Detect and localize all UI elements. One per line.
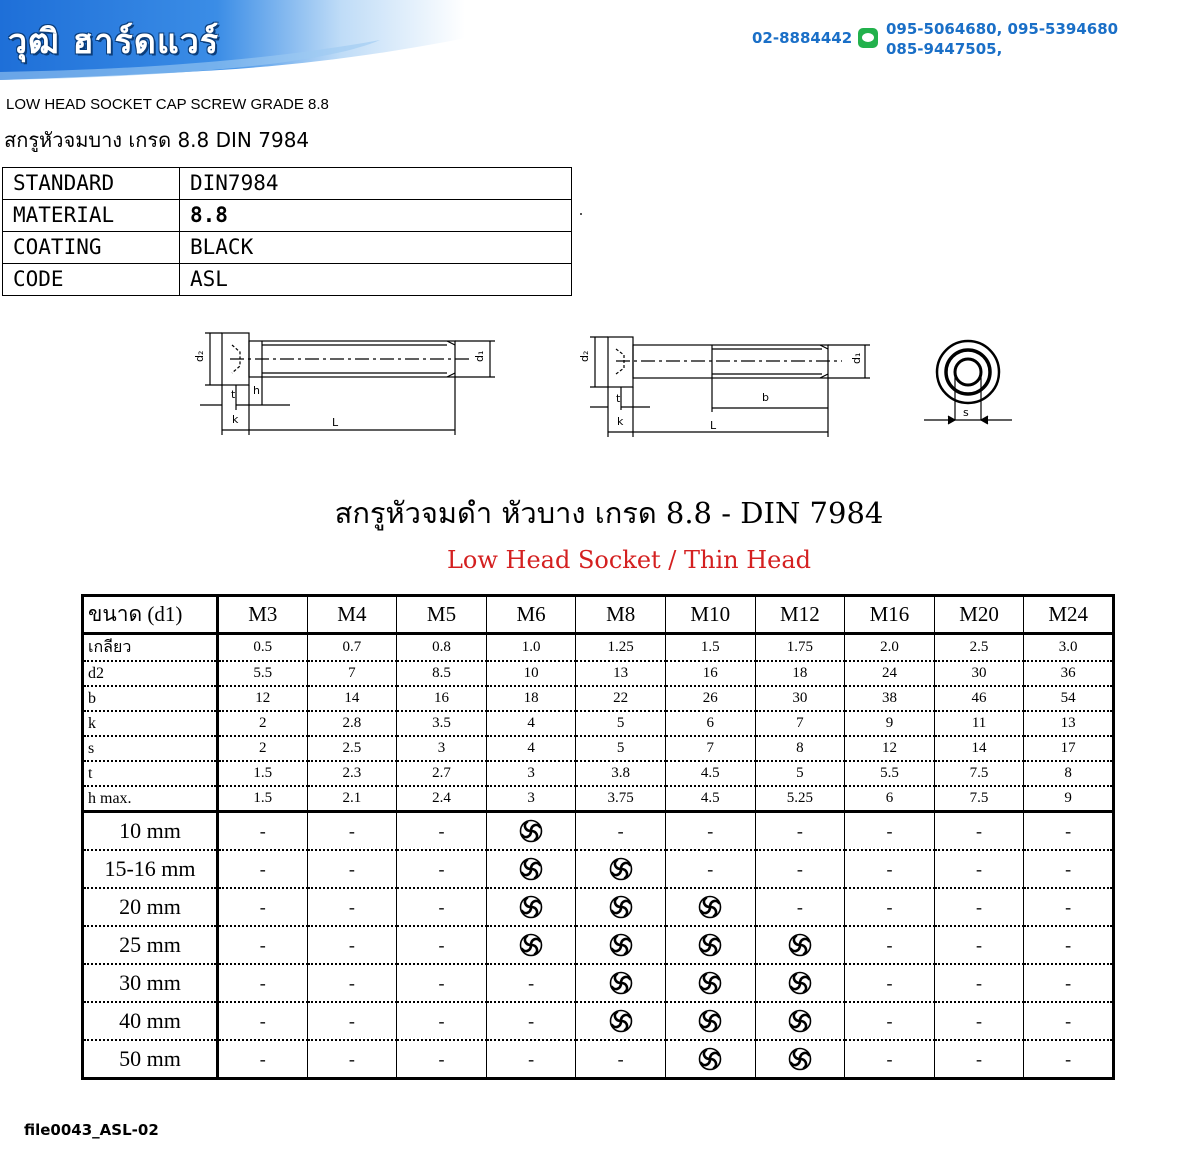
- label-L-2: L: [710, 419, 717, 432]
- label-L: L: [332, 416, 339, 429]
- availability-cell: [576, 850, 666, 888]
- spec-value: BLACK: [180, 232, 572, 264]
- spec-value: 8.8: [180, 200, 572, 232]
- spec-cell: 54: [1024, 686, 1114, 711]
- size-col-header: M6: [486, 596, 576, 634]
- spec-cell: 13: [1024, 711, 1114, 736]
- length-label: 15-16 mm: [83, 850, 218, 888]
- spec-cell: 11: [934, 711, 1024, 736]
- spec-cell: 1.25: [576, 634, 666, 662]
- unavailable-cell: -: [218, 1002, 308, 1040]
- spec-cell: 7: [307, 661, 397, 686]
- product-subtitle: Low Head Socket / Thin Head: [446, 546, 812, 574]
- unavailable-cell: -: [307, 1002, 397, 1040]
- swirl-stock-icon: [787, 1008, 813, 1034]
- unavailable-cell: -: [218, 850, 308, 888]
- swirl-stock-icon: [697, 970, 723, 996]
- spec-data-row: [83, 786, 1114, 812]
- row-label: h max.: [83, 786, 218, 812]
- unavailable-cell: -: [934, 926, 1024, 964]
- row-label: เกลียว: [83, 634, 218, 662]
- swirl-stock-icon: [518, 818, 544, 844]
- unavailable-cell: -: [755, 812, 845, 851]
- unavailable-cell: -: [845, 850, 935, 888]
- availability-cell: [755, 964, 845, 1002]
- unavailable-cell: -: [218, 1040, 308, 1079]
- unavailable-cell: -: [1024, 850, 1114, 888]
- spec-cell: 6: [845, 786, 935, 812]
- unavailable-cell: -: [845, 1002, 935, 1040]
- size-table-body: [83, 634, 1114, 1079]
- file-id: file0043_ASL-02: [24, 1121, 159, 1139]
- spec-cell: 1.5: [218, 761, 308, 786]
- spec-data-row: [83, 661, 1114, 686]
- spec-cell: 17: [1024, 736, 1114, 761]
- availability-cell: [665, 888, 755, 926]
- availability-cell: [665, 1040, 755, 1079]
- spec-cell: 18: [486, 686, 576, 711]
- spec-cell: 2.0: [845, 634, 935, 662]
- spec-cell: 1.5: [665, 634, 755, 662]
- unavailable-cell: -: [1024, 964, 1114, 1002]
- drawing-partial-thread: [590, 337, 870, 437]
- length-row: [83, 1002, 1114, 1040]
- spec-cell: 22: [576, 686, 666, 711]
- spec-cell: 5: [755, 761, 845, 786]
- unavailable-cell: -: [576, 1040, 666, 1079]
- swirl-stock-icon: [697, 1046, 723, 1072]
- size-table: [81, 594, 1115, 1080]
- spec-data-row: [83, 736, 1114, 761]
- row-label: t: [83, 761, 218, 786]
- availability-cell: [755, 1040, 845, 1079]
- spec-cell: 3: [486, 786, 576, 812]
- size-col-header: M24: [1024, 596, 1114, 634]
- unavailable-cell: -: [934, 1040, 1024, 1079]
- spec-cell: 3: [486, 761, 576, 786]
- spec-cell: 0.7: [307, 634, 397, 662]
- spec-cell: 4.5: [665, 786, 755, 812]
- label-d2: d₂: [193, 350, 206, 362]
- unavailable-cell: -: [845, 926, 935, 964]
- label-d1: d₁: [473, 350, 486, 362]
- spec-cell: 9: [1024, 786, 1114, 812]
- spec-cell: 3.5: [397, 711, 487, 736]
- spec-cell: 2: [218, 736, 308, 761]
- length-label: 10 mm: [83, 812, 218, 851]
- length-label: 25 mm: [83, 926, 218, 964]
- swirl-stock-icon: [608, 894, 634, 920]
- availability-cell: [755, 926, 845, 964]
- length-row: [83, 812, 1114, 851]
- length-label: 40 mm: [83, 1002, 218, 1040]
- unavailable-cell: -: [486, 964, 576, 1002]
- unavailable-cell: -: [397, 812, 487, 851]
- availability-cell: [665, 964, 755, 1002]
- size-col-header: M8: [576, 596, 666, 634]
- spec-cell: 7.5: [934, 786, 1024, 812]
- size-header-label: ขนาด (d1): [83, 596, 218, 634]
- spec-key: COATING: [3, 232, 180, 264]
- unavailable-cell: -: [218, 964, 308, 1002]
- spec-cell: 5.5: [218, 661, 308, 686]
- spec-cell: 18: [755, 661, 845, 686]
- unavailable-cell: -: [934, 812, 1024, 851]
- drawing-full-thread: [200, 333, 495, 435]
- unavailable-cell: -: [845, 888, 935, 926]
- spec-cell: 4: [486, 711, 576, 736]
- spec-cell: 1.5: [218, 786, 308, 812]
- unavailable-cell: -: [397, 1002, 487, 1040]
- swirl-stock-icon: [608, 932, 634, 958]
- unavailable-cell: -: [307, 850, 397, 888]
- spec-cell: 4: [486, 736, 576, 761]
- unavailable-cell: -: [218, 926, 308, 964]
- row-label: k: [83, 711, 218, 736]
- unavailable-cell: -: [307, 1040, 397, 1079]
- technical-drawings: [0, 0, 1200, 470]
- spec-cell: 38: [845, 686, 935, 711]
- phone-line-2[interactable]: 085-9447505,: [886, 40, 1003, 58]
- size-header-row: [83, 596, 1114, 634]
- unavailable-cell: -: [1024, 1002, 1114, 1040]
- unavailable-cell: -: [486, 1040, 576, 1079]
- spec-cell: 8.5: [397, 661, 487, 686]
- unavailable-cell: -: [307, 964, 397, 1002]
- spec-cell: 5: [576, 711, 666, 736]
- spec-cell: 2.4: [397, 786, 487, 812]
- size-col-header: M16: [845, 596, 935, 634]
- swirl-stock-icon: [518, 932, 544, 958]
- availability-cell: [486, 888, 576, 926]
- availability-cell: [486, 850, 576, 888]
- spec-value: ASL: [180, 264, 572, 296]
- unavailable-cell: -: [218, 888, 308, 926]
- unavailable-cell: -: [1024, 888, 1114, 926]
- spec-cell: 30: [934, 661, 1024, 686]
- spec-cell: 13: [576, 661, 666, 686]
- spec-cell: 16: [665, 661, 755, 686]
- label-k: k: [232, 413, 239, 426]
- unavailable-cell: -: [397, 850, 487, 888]
- availability-cell: [576, 888, 666, 926]
- spec-cell: 8: [755, 736, 845, 761]
- label-k-2: k: [617, 415, 624, 428]
- spec-cell: 14: [934, 736, 1024, 761]
- swirl-stock-icon: [787, 970, 813, 996]
- spec-cell: 36: [1024, 661, 1114, 686]
- label-b: b: [762, 391, 769, 404]
- unavailable-cell: -: [397, 926, 487, 964]
- row-label: s: [83, 736, 218, 761]
- swirl-stock-icon: [787, 1046, 813, 1072]
- availability-cell: [486, 812, 576, 851]
- unavailable-cell: -: [1024, 926, 1114, 964]
- unavailable-cell: -: [934, 888, 1024, 926]
- spec-cell: 8: [1024, 761, 1114, 786]
- size-col-header: M3: [218, 596, 308, 634]
- spec-cell: 3.8: [576, 761, 666, 786]
- length-row: [83, 964, 1114, 1002]
- spec-cell: 2.8: [307, 711, 397, 736]
- spec-cell: 2: [218, 711, 308, 736]
- swirl-stock-icon: [608, 856, 634, 882]
- spec-cell: 7.5: [934, 761, 1024, 786]
- title-english: LOW HEAD SOCKET CAP SCREW GRADE 8.8: [6, 96, 329, 113]
- phone-main[interactable]: 02-8884442: [752, 29, 853, 47]
- spec-cell: 14: [307, 686, 397, 711]
- spec-cell: 0.8: [397, 634, 487, 662]
- spec-cell: 5: [576, 736, 666, 761]
- size-col-header: M12: [755, 596, 845, 634]
- swirl-stock-icon: [697, 1008, 723, 1034]
- spec-cell: 3.0: [1024, 634, 1114, 662]
- length-row: [83, 888, 1114, 926]
- availability-cell: [665, 1002, 755, 1040]
- unavailable-cell: -: [576, 812, 666, 851]
- availability-cell: [576, 964, 666, 1002]
- swirl-stock-icon: [518, 894, 544, 920]
- unavailable-cell: -: [1024, 812, 1114, 851]
- label-t-2: t: [616, 392, 621, 405]
- spec-cell: 46: [934, 686, 1024, 711]
- size-col-header: M4: [307, 596, 397, 634]
- phone-line-1[interactable]: 095-5064680, 095-5394680: [886, 20, 1119, 38]
- length-row: [83, 926, 1114, 964]
- product-title: สกรูหัวจมดำ หัวบาง เกรด 8.8 - DIN 7984: [334, 496, 884, 530]
- label-t: t: [231, 388, 236, 401]
- size-col-header: M10: [665, 596, 755, 634]
- length-row: [83, 850, 1114, 888]
- spec-cell: 5.25: [755, 786, 845, 812]
- label-d2-2: d₂: [578, 350, 591, 362]
- spec-key: MATERIAL: [3, 200, 180, 232]
- unavailable-cell: -: [845, 964, 935, 1002]
- spec-cell: 7: [755, 711, 845, 736]
- size-col-header: M20: [934, 596, 1024, 634]
- unavailable-cell: -: [397, 888, 487, 926]
- availability-cell: [665, 926, 755, 964]
- brand-logo-text: วุฒิ ฮาร์ดแวร์: [8, 22, 220, 62]
- unavailable-cell: -: [665, 850, 755, 888]
- spec-cell: 4.5: [665, 761, 755, 786]
- swirl-stock-icon: [608, 1008, 634, 1034]
- label-h: h: [253, 384, 260, 397]
- unavailable-cell: -: [397, 964, 487, 1002]
- availability-cell: [576, 926, 666, 964]
- length-row: [83, 1040, 1114, 1079]
- spec-cell: 1.0: [486, 634, 576, 662]
- availability-cell: [486, 926, 576, 964]
- label-s: s: [963, 406, 969, 419]
- spec-data-row: [83, 711, 1114, 736]
- unavailable-cell: -: [934, 1002, 1024, 1040]
- spec-data-row: [83, 761, 1114, 786]
- spec-cell: 2.5: [307, 736, 397, 761]
- swirl-stock-icon: [518, 856, 544, 882]
- spec-cell: 2.1: [307, 786, 397, 812]
- spec-cell: 12: [845, 736, 935, 761]
- title-thai: สกรูหัวจมบาง เกรด 8.8 DIN 7984: [4, 128, 310, 152]
- swirl-stock-icon: [608, 970, 634, 996]
- availability-cell: [576, 1002, 666, 1040]
- unavailable-cell: -: [755, 888, 845, 926]
- unavailable-cell: -: [307, 888, 397, 926]
- spec-cell: 10: [486, 661, 576, 686]
- unavailable-cell: -: [307, 926, 397, 964]
- spec-cell: 2.5: [934, 634, 1024, 662]
- unavailable-cell: -: [665, 812, 755, 851]
- spec-key: STANDARD: [3, 168, 180, 200]
- availability-cell: [755, 1002, 845, 1040]
- length-label: 20 mm: [83, 888, 218, 926]
- row-label: d2: [83, 661, 218, 686]
- spec-cell: 9: [845, 711, 935, 736]
- unavailable-cell: -: [845, 1040, 935, 1079]
- spec-cell: 0.5: [218, 634, 308, 662]
- spec-cell: 3.75: [576, 786, 666, 812]
- spec-cell: 2.3: [307, 761, 397, 786]
- unavailable-cell: -: [1024, 1040, 1114, 1079]
- spec-cell: 30: [755, 686, 845, 711]
- spec-cell: 2.7: [397, 761, 487, 786]
- spec-data-row: [83, 634, 1114, 662]
- unavailable-cell: -: [934, 850, 1024, 888]
- swirl-stock-icon: [697, 932, 723, 958]
- spec-cell: 26: [665, 686, 755, 711]
- length-label: 30 mm: [83, 964, 218, 1002]
- spec-cell: 5.5: [845, 761, 935, 786]
- spec-data-row: [83, 686, 1114, 711]
- unavailable-cell: -: [755, 850, 845, 888]
- size-col-header: M5: [397, 596, 487, 634]
- unavailable-cell: -: [218, 812, 308, 851]
- row-label: b: [83, 686, 218, 711]
- spec-cell: 16: [397, 686, 487, 711]
- spec-cell: 3: [397, 736, 487, 761]
- unavailable-cell: -: [486, 1002, 576, 1040]
- label-d1-2: d₁: [850, 352, 863, 364]
- length-label: 50 mm: [83, 1040, 218, 1079]
- spec-cell: 6: [665, 711, 755, 736]
- swirl-stock-icon: [787, 932, 813, 958]
- spec-cell: 12: [218, 686, 308, 711]
- unavailable-cell: -: [845, 812, 935, 851]
- spec-value: DIN7984: [180, 168, 572, 200]
- spec-cell: 1.75: [755, 634, 845, 662]
- unavailable-cell: -: [307, 812, 397, 851]
- spec-cell: 24: [845, 661, 935, 686]
- unavailable-cell: -: [397, 1040, 487, 1079]
- spec-cell: 7: [665, 736, 755, 761]
- swirl-stock-icon: [697, 894, 723, 920]
- spec-key: CODE: [3, 264, 180, 296]
- unavailable-cell: -: [934, 964, 1024, 1002]
